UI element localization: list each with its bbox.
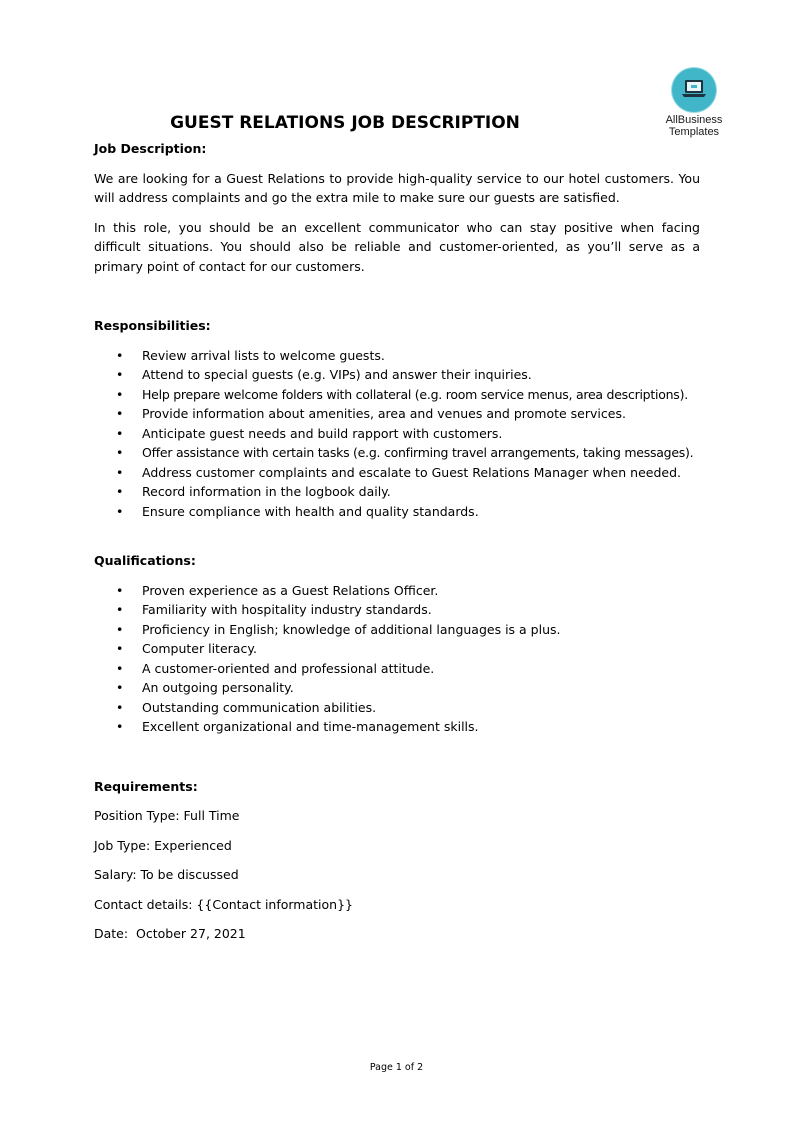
list-item-text: Attend to special guests (e.g. VIPs) and answer their inquiries. [142, 367, 532, 382]
laptop-icon [672, 68, 716, 112]
job-type: Job Type: Experienced [94, 837, 232, 853]
list-item-text: Excellent organizational and time-management skills. [142, 719, 479, 734]
list-item [94, 346, 700, 366]
bullet: • [116, 680, 124, 695]
salary: Salary: To be discussed [94, 867, 239, 882]
list-item-text: Outstanding communication abilities. [142, 699, 377, 715]
list-item-text: Offer assistance with certain tasks (e.g. confirming travel arrangements, taking messages). [142, 445, 694, 460]
list-item-text: A customer-oriented and professional attitude. [142, 660, 435, 676]
bullet: • [116, 699, 124, 715]
list-item [94, 717, 700, 737]
list-item [94, 424, 700, 444]
bullet: • [116, 621, 124, 637]
qualifications-heading: Qualifications: [94, 553, 196, 568]
list-item-text: An outgoing personality. [142, 680, 294, 695]
job-description-heading: Job Description: [94, 141, 207, 156]
page-number: Page 1 of 2 [369, 1062, 424, 1073]
document-body [94, 139, 700, 944]
list-item-text: Proficiency in English; knowledge of additional languages is a plus. [142, 621, 561, 637]
list-item-text: Review arrival lists to welcome guests. [142, 347, 385, 363]
list-item-text: Familiarity with hospitality industry standards. [142, 602, 432, 617]
bullet: • [116, 582, 124, 598]
logo-text-line1: AllBusiness [665, 114, 723, 126]
list-item-text: Help prepare welcome folders with collateral (e.g. room service menus, area descriptions). [142, 386, 688, 402]
list-item-text: Record information in the logbook daily. [142, 484, 391, 499]
bullet: • [116, 602, 124, 617]
bullet: • [116, 445, 124, 460]
list-item [94, 443, 700, 463]
page-title: GUEST RELATIONS JOB DESCRIPTION [170, 113, 520, 133]
bullet: • [116, 719, 124, 734]
list-item [94, 463, 700, 483]
responsibilities-list [94, 346, 700, 522]
job-description-paragraph: In this role, you should be an excellent communicator who can stay positive when facing difficult situations. You should also be reliable and customer-oriented, as you’ll serve as a primary point of contact for our customers. [94, 219, 700, 274]
list-item-text: Proven experience as a Guest Relations Officer. [142, 582, 439, 598]
list-item-text: Address customer complaints and escalate to Guest Relations Manager when needed. [142, 464, 681, 480]
list-item [94, 385, 700, 405]
bullet: • [116, 484, 124, 499]
bullet: • [116, 503, 124, 519]
position-type: Position Type: Full Time [94, 808, 240, 823]
responsibilities-heading: Responsibilities: [94, 318, 211, 333]
list-item-text: Ensure compliance with health and quality standards. [142, 503, 479, 519]
bullet: • [116, 641, 124, 656]
bullet: • [116, 367, 124, 382]
qualifications-list [94, 581, 700, 737]
bullet: • [116, 464, 124, 480]
list-item-text: Anticipate guest needs and build rapport with customers. [142, 425, 503, 441]
bullet: • [116, 425, 124, 441]
date: Date: October 27, 2021 [94, 926, 246, 941]
bullet: • [116, 660, 124, 676]
list-item [94, 404, 700, 424]
list-item [94, 581, 700, 601]
list-item [94, 639, 700, 659]
list-item [94, 620, 700, 640]
list-item-text: Provide information about amenities, area and venues and promote services. [142, 406, 626, 421]
job-description-paragraph: We are looking for a Guest Relations to provide high-quality service to our hotel customers. You will address complaints and go the extra mile to make sure our guests are satisfied. [94, 170, 700, 205]
list-item [94, 659, 700, 679]
list-item [94, 482, 700, 502]
bullet: • [116, 406, 124, 421]
bullet: • [116, 386, 124, 402]
list-item [94, 502, 700, 522]
list-item [94, 365, 700, 385]
logo-text-line2: Templates [668, 126, 720, 138]
requirements-heading: Requirements: [94, 778, 198, 794]
list-item [94, 600, 700, 620]
bullet: • [116, 347, 124, 363]
contact-details: Contact details: {{Contact information}} [94, 896, 353, 912]
list-item [94, 678, 700, 698]
list-item [94, 698, 700, 718]
list-item-text: Computer literacy. [142, 641, 257, 656]
